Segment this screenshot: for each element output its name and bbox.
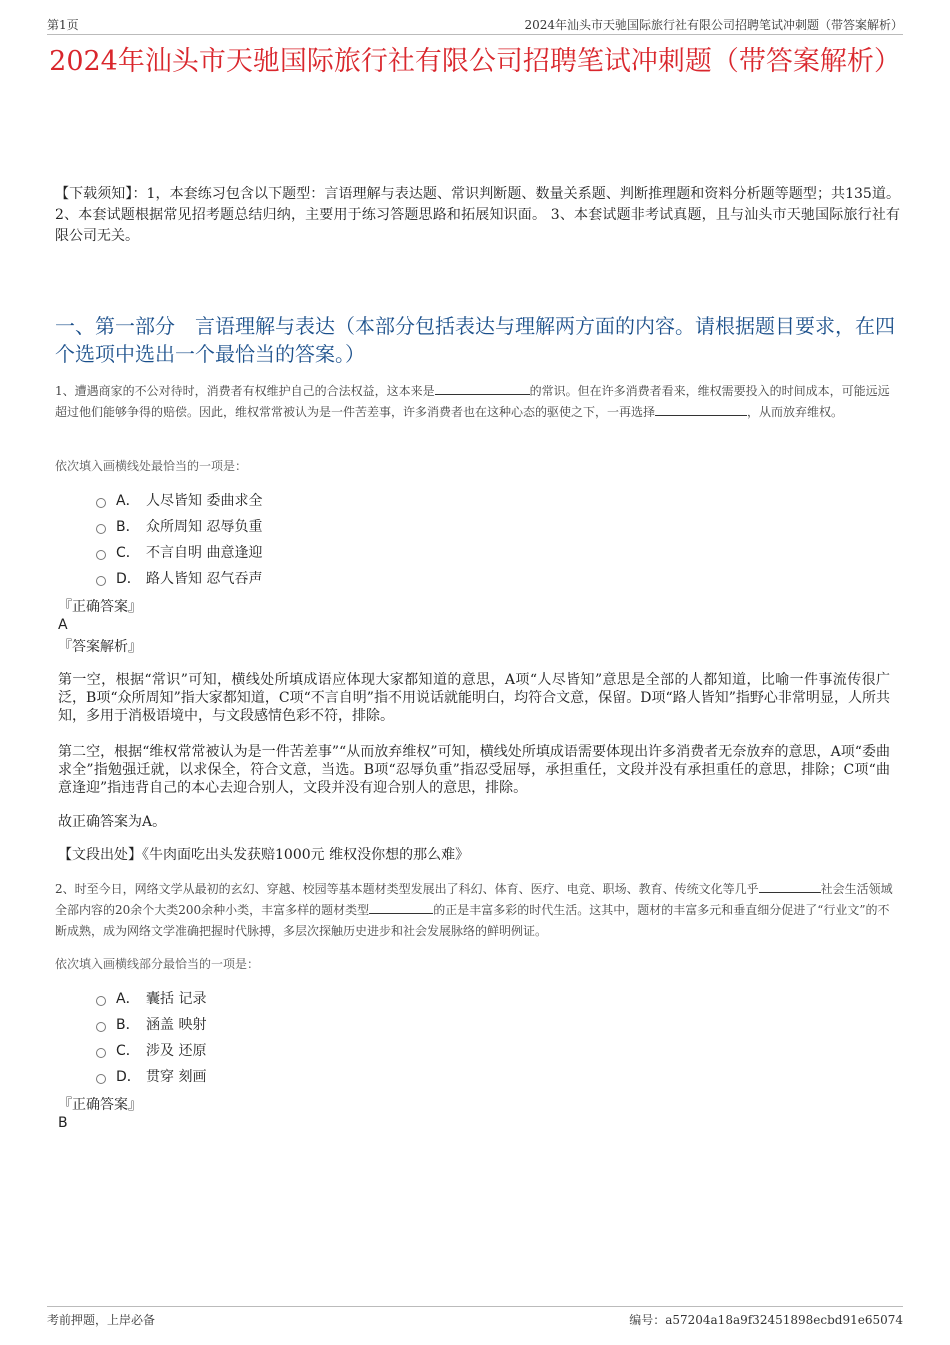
document-title: 2024年汕头市天驰国际旅行社有限公司招聘笔试冲刺题（带答案解析） (49, 46, 901, 77)
radio-icon[interactable] (96, 524, 106, 534)
option-c[interactable]: C． 涉及 还原 (96, 1038, 206, 1064)
radio-icon[interactable] (96, 996, 106, 1006)
question-1-prompt: 依次填入画横线处最恰当的一项是： (55, 459, 248, 473)
radio-icon[interactable] (96, 1048, 106, 1058)
question-2-prompt: 依次填入画横线部分最恰当的一项是： (55, 957, 260, 971)
answer-value: A (58, 617, 68, 633)
question-1-options (96, 488, 262, 592)
header-doc-title: 2024年汕头市天驰国际旅行社有限公司招聘笔试冲刺题（带答案解析） (524, 18, 903, 32)
analysis-paragraph-1: 第一空，根据“常识”可知，横线处所填成语应体现大家都知道的意思，A项“人尽皆知”意思是全部的人都知道，比喻一件事流传很广泛，B项“众所周知”指大家都知道，C项“不言自明”指不用说话就能明白，均符合文意，保留。D项“路人皆知”指野心非常明显，人所共知，多用于消极语境中，与文段感情色彩不符，排除。 (58, 672, 890, 724)
analysis-conclusion: 故正确答案为A。 (58, 814, 167, 830)
section-heading: 一、第一部分 言语理解与表达（本部分包括表达与理解两方面的内容。请根据题目要求，在四个选项中选出一个最恰当的答案。） (55, 314, 895, 366)
question-2-text: 2、时至今日，网络文学从最初的玄幻、穿越、校园等基本题材类型发展出了科幻、体育、医疗、电竞、职场、教育、传统文化等几乎 社会生活领域全部内容的20余个大类200余种小类，丰富多样的题材类型 的正是丰富多彩的时代生活。这其中，题材的丰富多元和垂直细分促进了“行业文”的不断成熟，成为网络文学准确把握时代脉搏，多层次探触历史进步和社会发展脉络的鲜明例证。 (55, 882, 893, 938)
page-header (47, 14, 903, 35)
option-c[interactable]: C． 不言自明 曲意逢迎 (96, 540, 262, 566)
analysis-paragraph-2: 第二空，根据“维权常常被认为是一件苦差事”“从而放弃维权”可知，横线处所填成语需要体现出许多消费者无奈放弃的意思，A项“委曲求全”指勉强迁就，以求保全，符合文意，当选。B项“忍辱负重”指忍受屈辱，承担重任，文段并没有承担重任的意思，排除；C项“曲意逢迎”指违背自己的本心去迎合别人，文段并没有迎合别人的意思，排除。 (58, 744, 890, 796)
page-footer (47, 1306, 903, 1327)
option-b[interactable]: B． 众所周知 忍辱负重 (96, 514, 262, 540)
question-2-options (96, 986, 206, 1090)
radio-icon[interactable] (96, 576, 106, 586)
radio-icon[interactable] (96, 498, 106, 508)
answer-value: B (58, 1115, 68, 1131)
radio-icon[interactable] (96, 1074, 106, 1084)
radio-icon[interactable] (96, 1022, 106, 1032)
answer-label: 『正确答案』 (58, 599, 142, 615)
page-number: 第1页 (47, 18, 79, 32)
download-notice: 【下载须知】：1，本套练习包含以下题型：言语理解与表达题、常识判断题、数量关系题、判断推理题和资料分析题等题型；共135道。 2、本套试题根据常见招考题总结归纳，主要用于练习答题思路和拓展知识面。 3、本套试题非考试真题，且与汕头市天驰国际旅行社有限公司无关。 (55, 186, 900, 244)
radio-icon[interactable] (96, 550, 106, 560)
blank-1 (759, 881, 821, 893)
question-1-text: 1、遭遇商家的不公对待时，消费者有权维护自己的合法权益，这本来是 的常识。但在许多消费者看来，维权需要投入的时间成本，可能远远超过他们能够争得的赔偿。因此，维权常常被认为是一件苦差事，许多消费者也在这种心态的驱使之下，一再选择 ，从而放弃维权。 (55, 384, 890, 419)
blank-2 (655, 404, 747, 416)
document-id: 编号：a57204a18a9f32451898ecbd91e65074 (629, 1313, 903, 1327)
source-citation: 【文段出处】《牛肉面吃出头发获赔1000元 维权没你想的那么难》 (58, 847, 470, 863)
footer-slogan: 考前押题，上岸必备 (47, 1313, 156, 1327)
option-a[interactable]: A． 人尽皆知 委曲求全 (96, 488, 262, 514)
option-d[interactable]: D． 路人皆知 忍气吞声 (96, 566, 262, 592)
blank-1 (435, 383, 530, 395)
blank-2 (369, 902, 433, 914)
option-a[interactable]: A． 囊括 记录 (96, 986, 206, 1012)
analysis-label: 『答案解析』 (58, 639, 142, 655)
option-d[interactable]: D． 贯穿 刻画 (96, 1064, 206, 1090)
answer-label: 『正确答案』 (58, 1097, 142, 1113)
option-b[interactable]: B． 涵盖 映射 (96, 1012, 206, 1038)
